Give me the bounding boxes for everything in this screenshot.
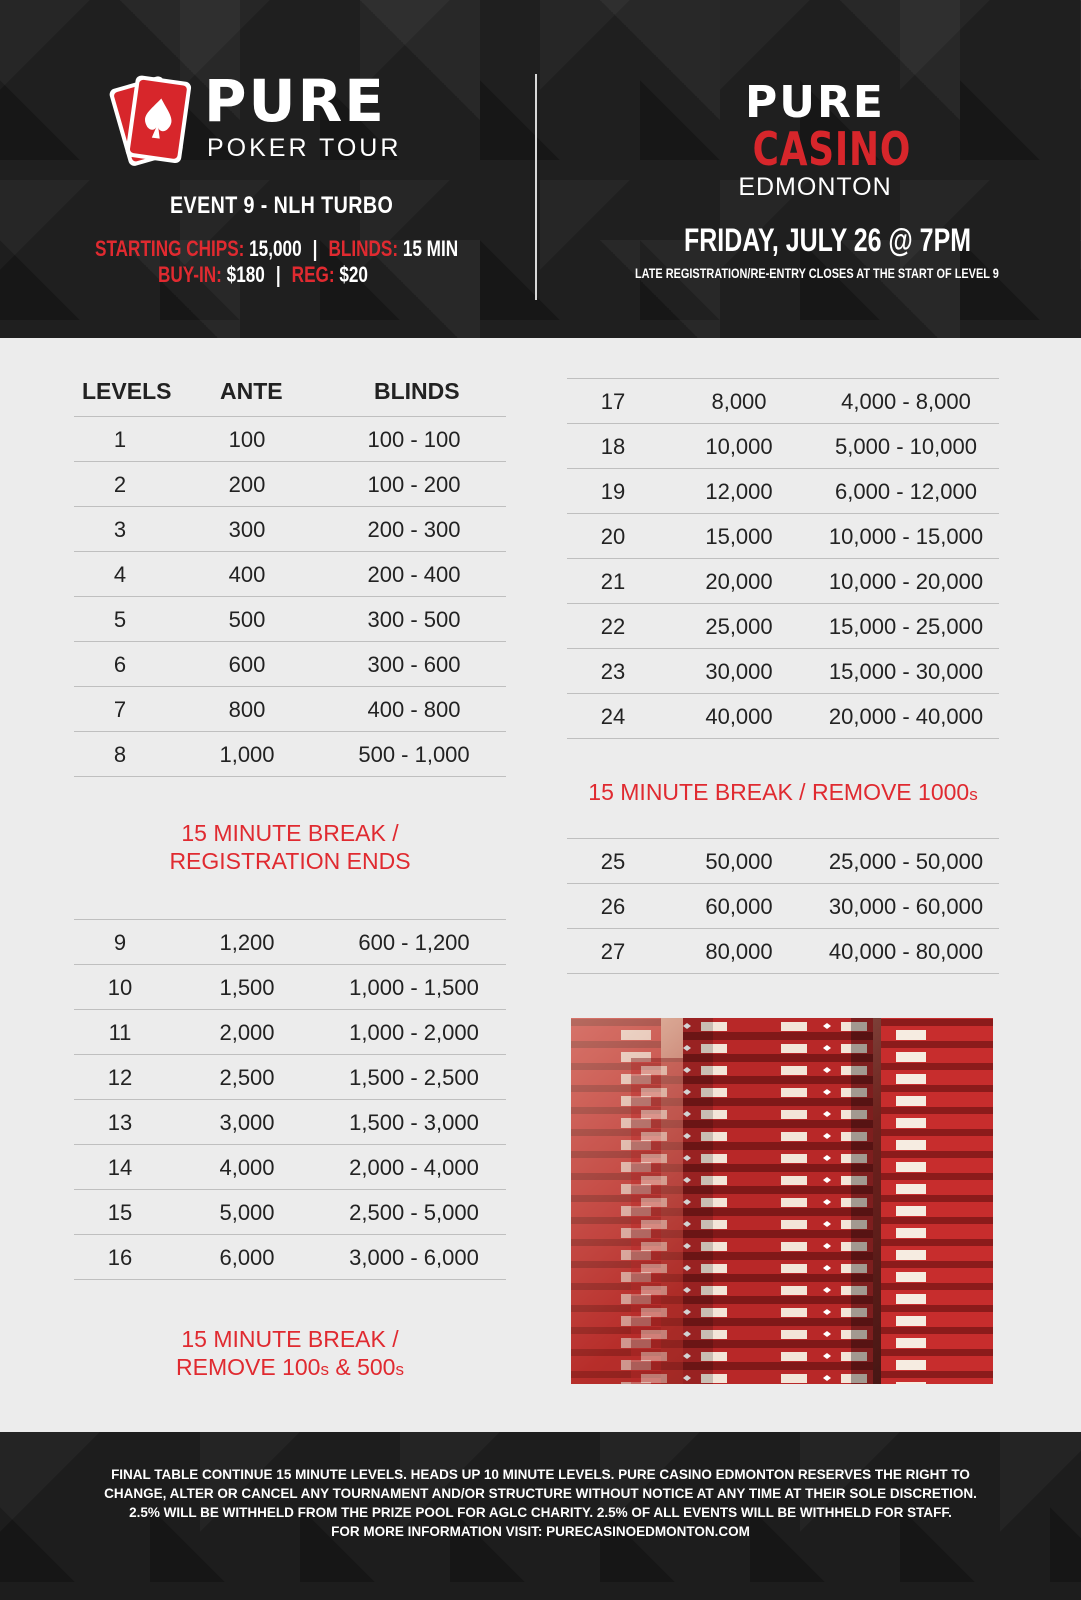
event-info-line-2 <box>158 262 368 288</box>
blinds-value: 2,500 - 5,000 <box>349 1200 479 1225</box>
level-row <box>567 424 999 469</box>
ante-value: 8,000 <box>711 389 767 414</box>
level-row <box>74 1100 506 1145</box>
level-number: 20 <box>600 524 626 549</box>
header-banner <box>0 0 1081 338</box>
reg-label: REG: <box>291 262 335 287</box>
info-separator: | <box>275 262 281 287</box>
casino-logo-city: EDMONTON <box>738 173 892 201</box>
ante-value: 4,000 <box>219 1155 275 1180</box>
blinds-value: 200 - 400 <box>367 562 461 587</box>
level-number: 5 <box>113 607 127 632</box>
casino-logo-pure: PURE <box>745 77 885 128</box>
pure-poker-tour-logo <box>104 67 424 180</box>
col-header-ante: ANTE <box>220 378 283 404</box>
event-info-line-1 <box>95 236 458 262</box>
level-number: 17 <box>600 389 626 414</box>
fine-print-line: FINAL TABLE CONTINUE 15 MINUTE LEVELS. HEADS UP 10 MINUTE LEVELS. PURE CASINO EDMONTON RESERVES THE RIGHT TO <box>111 1467 970 1482</box>
buyin-label: BUY-IN: <box>158 262 222 287</box>
levels-table-1-8 <box>74 416 506 777</box>
ante-value: 20,000 <box>705 569 773 594</box>
level-row <box>567 469 999 514</box>
late-registration-note: LATE REGISTRATION/RE-ENTRY CLOSES AT THE START OF LEVEL 9 <box>635 265 999 281</box>
level-row <box>567 929 999 974</box>
level-row <box>74 1190 506 1235</box>
blinds-value: 100 - 100 <box>367 427 461 452</box>
ante-value: 40,000 <box>705 704 773 729</box>
col-header-levels: LEVELS <box>82 378 172 404</box>
blinds-value: 5,000 - 10,000 <box>835 434 977 459</box>
level-row <box>567 839 999 884</box>
ante-value: 2,500 <box>219 1065 275 1090</box>
starting-chips-label: STARTING CHIPS: <box>95 236 245 261</box>
blinds-value: 1,000 - 2,000 <box>349 1020 479 1045</box>
ante-value: 500 <box>228 607 266 632</box>
level-number: 6 <box>113 652 127 677</box>
level-row <box>74 687 506 732</box>
blinds-value: 10,000 - 20,000 <box>828 569 984 594</box>
ante-value: 5,000 <box>219 1200 275 1225</box>
level-number: 25 <box>600 849 626 874</box>
level-number: 21 <box>600 569 626 594</box>
blinds-value: 600 - 1,200 <box>358 930 470 955</box>
blinds-value: 15,000 - 30,000 <box>828 659 984 684</box>
footer-fine-print <box>0 1465 1081 1541</box>
level-row <box>74 1235 506 1280</box>
fine-print-website[interactable]: FOR MORE INFORMATION VISIT: PURECASINOEDMONTON.COM <box>331 1524 750 1539</box>
event-title: EVENT 9 - NLH TURBO <box>170 192 394 219</box>
level-number: 18 <box>600 434 626 459</box>
blinds-value: 1,000 - 1,500 <box>349 975 479 1000</box>
tour-logo-pure: PURE <box>204 67 386 135</box>
blinds-value: 25,000 - 50,000 <box>828 849 984 874</box>
levels-table-25-27 <box>567 838 999 974</box>
ante-value: 60,000 <box>705 894 773 919</box>
ante-value: 1,200 <box>219 930 275 955</box>
level-number: 26 <box>600 894 626 919</box>
ante-value: 300 <box>228 517 266 542</box>
break-text-part: REMOVE 100 <box>176 1354 321 1380</box>
level-row <box>74 1010 506 1055</box>
level-number: 24 <box>600 704 626 729</box>
level-row <box>74 965 506 1010</box>
level-row <box>567 559 999 604</box>
level-row <box>74 1055 506 1100</box>
level-row <box>74 597 506 642</box>
level-row <box>567 379 999 424</box>
blinds-value: 15,000 - 25,000 <box>828 614 984 639</box>
level-number: 19 <box>600 479 626 504</box>
level-number: 10 <box>107 975 133 1000</box>
ante-value: 6,000 <box>219 1245 275 1270</box>
blinds-value: 6,000 - 12,000 <box>835 479 977 504</box>
ante-value: 600 <box>228 652 266 677</box>
blinds-value: 20,000 - 40,000 <box>828 704 984 729</box>
break-text-line-1: 15 MINUTE BREAK / <box>181 820 399 846</box>
level-number: 8 <box>113 742 127 767</box>
break-remove-1000s <box>567 778 999 809</box>
ante-value: 1,000 <box>219 742 275 767</box>
level-row <box>74 732 506 777</box>
blinds-value: 100 - 200 <box>367 472 461 497</box>
ante-value: 3,000 <box>219 1110 275 1135</box>
break-text-line-2 <box>74 1353 506 1384</box>
blinds-value: 200 - 300 <box>367 517 461 542</box>
level-row <box>74 552 506 597</box>
level-number: 13 <box>107 1110 133 1135</box>
level-number: 9 <box>113 930 127 955</box>
ante-value: 12,000 <box>705 479 773 504</box>
level-row <box>74 417 506 462</box>
blinds-value: 300 - 600 <box>367 652 461 677</box>
blinds-value: 1,500 - 2,500 <box>349 1065 479 1090</box>
level-number: 23 <box>600 659 626 684</box>
ante-value: 80,000 <box>705 939 773 964</box>
blinds-value: 1,500 - 3,000 <box>349 1110 479 1135</box>
break-text-part: s <box>320 1360 329 1379</box>
level-number: 1 <box>113 427 127 452</box>
level-row <box>74 507 506 552</box>
break-registration-ends <box>74 819 506 875</box>
level-number: 12 <box>107 1065 133 1090</box>
break-text-part: & 500 <box>328 1354 396 1380</box>
ante-value: 800 <box>228 697 266 722</box>
break-text-part: s <box>969 785 978 804</box>
blinds-value: 300 - 500 <box>367 607 461 632</box>
break-text-line-1: 15 MINUTE BREAK / <box>181 1326 399 1352</box>
blinds-value: 400 - 800 <box>367 697 461 722</box>
break-text-line-2: REGISTRATION ENDS <box>169 848 411 874</box>
level-number: 22 <box>600 614 626 639</box>
blinds-value: 2,000 - 4,000 <box>349 1155 479 1180</box>
level-number: 4 <box>113 562 127 587</box>
ante-value: 50,000 <box>705 849 773 874</box>
level-number: 3 <box>113 517 127 542</box>
blinds-value: 3,000 - 6,000 <box>349 1245 479 1270</box>
poker-chips-photo <box>571 1018 993 1384</box>
reg-value: $20 <box>339 262 368 287</box>
level-number: 27 <box>600 939 626 964</box>
ante-value: 30,000 <box>705 659 773 684</box>
break-text-part: 15 MINUTE BREAK / REMOVE 1000 <box>588 779 970 805</box>
level-row <box>74 642 506 687</box>
blinds-value: 15 MIN <box>402 236 459 261</box>
header-divider <box>535 74 537 300</box>
level-row <box>567 649 999 694</box>
footer-banner <box>0 1432 1081 1600</box>
level-row <box>567 884 999 929</box>
level-number: 14 <box>107 1155 133 1180</box>
blinds-value: 500 - 1,000 <box>358 742 470 767</box>
blinds-value: 10,000 - 15,000 <box>828 524 984 549</box>
blinds-value: 40,000 - 80,000 <box>828 939 984 964</box>
ante-value: 25,000 <box>705 614 773 639</box>
casino-logo-casino: CASINO <box>752 122 912 176</box>
levels-table-17-24 <box>567 378 999 739</box>
playing-cards-icon <box>104 70 196 170</box>
break-remove-100s-500s <box>74 1325 506 1384</box>
column-headers <box>74 378 506 414</box>
ante-value: 15,000 <box>705 524 773 549</box>
levels-table-9-16 <box>74 919 506 1280</box>
tour-logo-subtitle: POKER TOUR <box>207 134 402 162</box>
level-row <box>567 604 999 649</box>
col-header-blinds: BLINDS <box>374 378 460 404</box>
level-number: 15 <box>107 1200 133 1225</box>
buyin-value: $180 <box>226 262 265 287</box>
blinds-value: 30,000 - 60,000 <box>828 894 984 919</box>
ante-value: 200 <box>228 472 266 497</box>
ante-value: 400 <box>228 562 266 587</box>
break-text-part: s <box>395 1360 404 1379</box>
level-row <box>74 920 506 965</box>
starting-chips-value: 15,000 <box>249 236 302 261</box>
level-row <box>567 694 999 739</box>
ante-value: 10,000 <box>705 434 773 459</box>
blinds-label: BLINDS: <box>328 236 399 261</box>
pure-casino-edmonton-logo <box>735 77 912 202</box>
level-number: 16 <box>107 1245 133 1270</box>
blinds-value: 4,000 - 8,000 <box>841 389 971 414</box>
level-number: 7 <box>113 697 127 722</box>
ante-value: 2,000 <box>219 1020 275 1045</box>
level-number: 2 <box>113 472 127 497</box>
ante-value: 1,500 <box>219 975 275 1000</box>
fine-print-line: 2.5% WILL BE WITHHELD FROM THE PRIZE POOL FOR AGLC CHARITY. 2.5% OF ALL EVENTS WILL BE WITHHELD FOR STAFF. <box>129 1505 952 1520</box>
level-row <box>74 462 506 507</box>
level-number: 11 <box>108 1020 132 1045</box>
fine-print-line: CHANGE, ALTER OR CANCEL ANY TOURNAMENT AND/OR STRUCTURE WITHOUT NOTICE AT ANY TIME AT THEIR SOLE DISCRETION. <box>104 1486 977 1501</box>
level-row <box>567 514 999 559</box>
info-separator: | <box>312 236 318 261</box>
level-row <box>74 1145 506 1190</box>
ante-value: 100 <box>228 427 266 452</box>
event-date: FRIDAY, JULY 26 @ 7PM <box>684 222 972 258</box>
